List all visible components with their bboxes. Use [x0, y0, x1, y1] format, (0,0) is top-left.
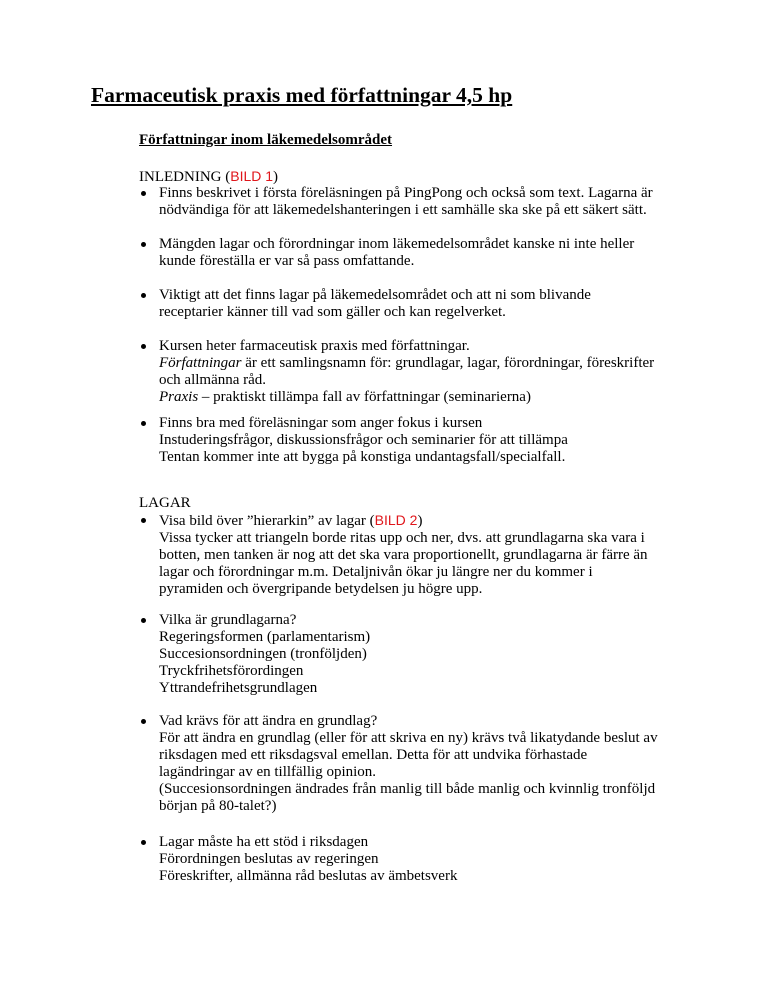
intro-bullet-1 — [139, 185, 699, 219]
intro-heading-text: INLEDNING ( — [139, 169, 231, 185]
text-line: botten, men tanken är nog att det ska vara proportionellt, grundlagarna är färre än — [159, 547, 648, 563]
bullet-icon — [141, 344, 146, 349]
bullet-icon — [141, 293, 146, 298]
emphasis-term: Praxis — [159, 389, 199, 405]
bullet-icon — [141, 191, 146, 196]
text-line: början på 80-talet?) — [159, 798, 277, 814]
bullet-icon — [141, 719, 146, 724]
intro-bullet-4 — [139, 338, 699, 406]
intro-heading-close: ) — [273, 169, 279, 185]
text-line: Yttrandefrihetsgrundlagen — [159, 680, 318, 696]
bullet-icon — [141, 840, 146, 845]
text-line: riksdagen med ett riksdagsval emellan. Detta för att undvika förhastade — [159, 747, 588, 763]
text-line: Viktigt att det finns lagar på läkemedelsområdet och att ni som blivande — [159, 287, 591, 303]
text-line: Kursen heter farmaceutisk praxis med författningar. — [159, 338, 470, 354]
bullet-icon — [141, 421, 146, 426]
lagar-bullet-1: Visa bild över ”hierarkin” av lagar (BILD 2) Vissa tycker att triangeln borde ritas upp och ner, dvs. att grundlagarna ska vara i botten, men tanken är nog att det ska vara proportionellt, grundlagarna är färre än lagar och förordningar m.m. Detaljnivån ökar ju längre ner du kommer i pyramiden och övergripande betydelsen ju högre upp. — [139, 512, 699, 598]
text-line: Finns bra med föreläsningar som anger fokus i kursen — [159, 415, 483, 431]
text-line: Tryckfrihetsförordingen — [159, 663, 304, 679]
intro-bild-ref: BILD 1 — [230, 168, 274, 184]
text-line: – praktiskt tillämpa fall av författningar (seminarierna) — [198, 389, 531, 405]
text-line: Tentan kommer inte att bygga på konstiga undantagsfall/specialfall. — [159, 449, 566, 465]
text-line: och allmänna råd. — [159, 372, 267, 388]
text-line: Instuderingsfrågor, diskussionsfrågor och seminarier för att tillämpa — [159, 432, 568, 448]
text-line: Mängden lagar och förordningar inom läkemedelsområdet kanske ni inte heller — [159, 236, 635, 252]
document-title: Farmaceutisk praxis med författningar 4,5 hp — [91, 83, 513, 107]
text-line: kunde föreställa er var så pass omfattande. — [159, 253, 415, 269]
lagar-heading: LAGAR — [139, 495, 191, 511]
text-line: Visa bild över ”hierarkin” av lagar ( — [159, 513, 375, 529]
text-line: Vilka är grundlagarna? — [159, 612, 297, 628]
text-line: För att ändra en grundlag (eller för att skriva en ny) krävs två likatydande beslut av — [159, 730, 658, 746]
text-line: Förordningen beslutas av regeringen — [159, 851, 379, 867]
text-line: (Succesionsordningen ändrades från manlig till både manlig och kvinnlig tronföljd — [159, 781, 656, 797]
bullet-icon — [141, 518, 146, 523]
lagar-bild-ref: BILD 2 — [374, 512, 418, 528]
lagar-bullet-4 — [139, 834, 699, 885]
text-line: Vad krävs för att ändra en grundlag? — [159, 713, 378, 729]
text-line: nödvändiga för att läkemedelshanteringen i ett samhälle ska ske på ett säkert sätt. — [159, 202, 647, 218]
bullet-icon — [141, 618, 146, 623]
text-line: är ett samlingsnamn för: grundlagar, lagar, förordningar, föreskrifter — [241, 355, 655, 371]
text-line: pyramiden och övergripande betydelsen ju högre upp. — [159, 581, 483, 597]
text-line: Succesionsordningen (tronföljden) — [159, 646, 367, 662]
intro-heading — [139, 168, 699, 186]
lagar-bullet-2 — [139, 612, 699, 697]
emphasis-term: Författningar — [159, 355, 242, 371]
text-line: receptarier känner till vad som gäller och kan regelverket. — [159, 304, 506, 320]
bullet-icon — [141, 242, 146, 247]
text-line: Finns beskrivet i första föreläsningen på PingPong och också som text. Lagarna är — [159, 185, 653, 201]
text-line: lagar och förordningar m.m. Detaljnivån ökar ju längre ner du kommer i — [159, 564, 593, 580]
section-subtitle: Författningar inom läkemedelsområdet — [139, 132, 393, 148]
text-line: Vissa tycker att triangeln borde ritas upp och ner, dvs. att grundlagarna ska vara i — [159, 530, 645, 546]
text-line: Regeringsformen (parlamentarism) — [159, 629, 371, 645]
intro-bullet-2 — [139, 236, 699, 270]
intro-bullet-5 — [139, 415, 699, 466]
lagar-bullet-3 — [139, 713, 699, 815]
text-line: Lagar måste ha ett stöd i riksdagen — [159, 834, 369, 850]
intro-bullet-3 — [139, 287, 699, 321]
text-line: lagändringar av en tillfällig opinion. — [159, 764, 377, 780]
text-line: Föreskrifter, allmänna råd beslutas av ämbetsverk — [159, 868, 458, 884]
